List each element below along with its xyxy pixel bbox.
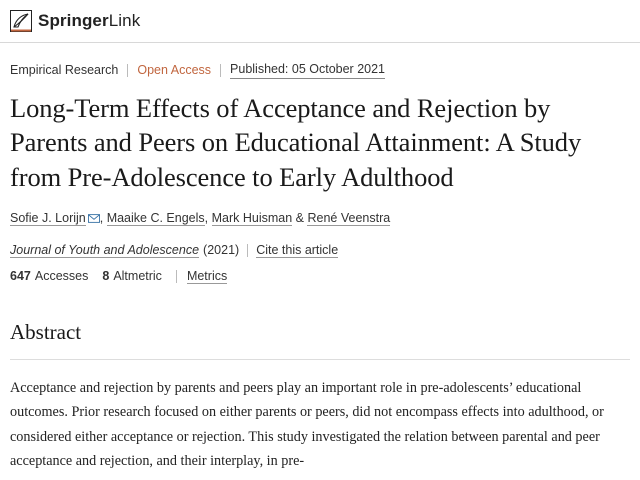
author-separator: , bbox=[204, 211, 212, 226]
site-header bbox=[0, 0, 640, 43]
author-link[interactable]: René Veenstra bbox=[307, 211, 391, 226]
journal-info bbox=[10, 243, 630, 258]
article-type: Empirical Research bbox=[10, 63, 119, 77]
author-list bbox=[10, 210, 630, 229]
cite-article-link[interactable]: Cite this article bbox=[256, 242, 339, 257]
article-meta bbox=[10, 62, 630, 79]
altmetric-count: 8 bbox=[102, 269, 110, 284]
abstract-heading: Abstract bbox=[10, 319, 82, 344]
author-link[interactable]: Maaike C. Engels bbox=[106, 211, 205, 226]
metrics-link[interactable]: Metrics bbox=[186, 268, 228, 283]
open-access-badge: Open Access bbox=[137, 63, 212, 77]
author-link[interactable]: Mark Huisman bbox=[211, 211, 293, 226]
author-separator: , bbox=[99, 211, 107, 226]
article-content bbox=[0, 62, 640, 474]
article-metrics bbox=[10, 269, 630, 284]
metrics-divider bbox=[176, 270, 177, 283]
meta-divider bbox=[127, 64, 128, 77]
accesses-label: Accesses bbox=[34, 269, 89, 284]
springerlink-logo[interactable] bbox=[10, 10, 140, 32]
altmetric-label: Altmetric bbox=[113, 269, 162, 284]
abstract-text: Acceptance and rejection by parents and peers play an important role in pre-adolescents’ educational outcomes. Prior research focused on either parents or peers, did not encompass effects into adulthood, or considered either acceptance or rejection. This study investigated the relation between parental and peer acceptance and rejection, and their interplay, in pre- bbox=[10, 379, 604, 470]
logo-text bbox=[38, 11, 140, 31]
published-date[interactable]: Published: 05 October 2021 bbox=[230, 62, 385, 79]
author-last-separator: & bbox=[292, 211, 308, 226]
journal-year: (2021) bbox=[203, 243, 240, 258]
springer-leaf-icon bbox=[10, 10, 32, 32]
logo-text-link: Link bbox=[108, 11, 141, 30]
author-link[interactable]: Sofie J. Lorijn bbox=[10, 211, 86, 226]
email-icon[interactable] bbox=[88, 211, 100, 229]
meta-divider bbox=[220, 64, 221, 77]
abstract-divider bbox=[10, 359, 630, 360]
logo-text-springer: Springer bbox=[38, 11, 109, 30]
accesses-count: 647 bbox=[10, 269, 31, 284]
page-title: Long-Term Effects of Acceptance and Rejection by Parents and Peers on Educational Attainment: A Study from Pre-Adolescence to Early Adulthood bbox=[10, 93, 582, 192]
journal-name-link[interactable]: Journal of Youth and Adolescence bbox=[10, 242, 200, 257]
journal-divider bbox=[247, 244, 248, 257]
